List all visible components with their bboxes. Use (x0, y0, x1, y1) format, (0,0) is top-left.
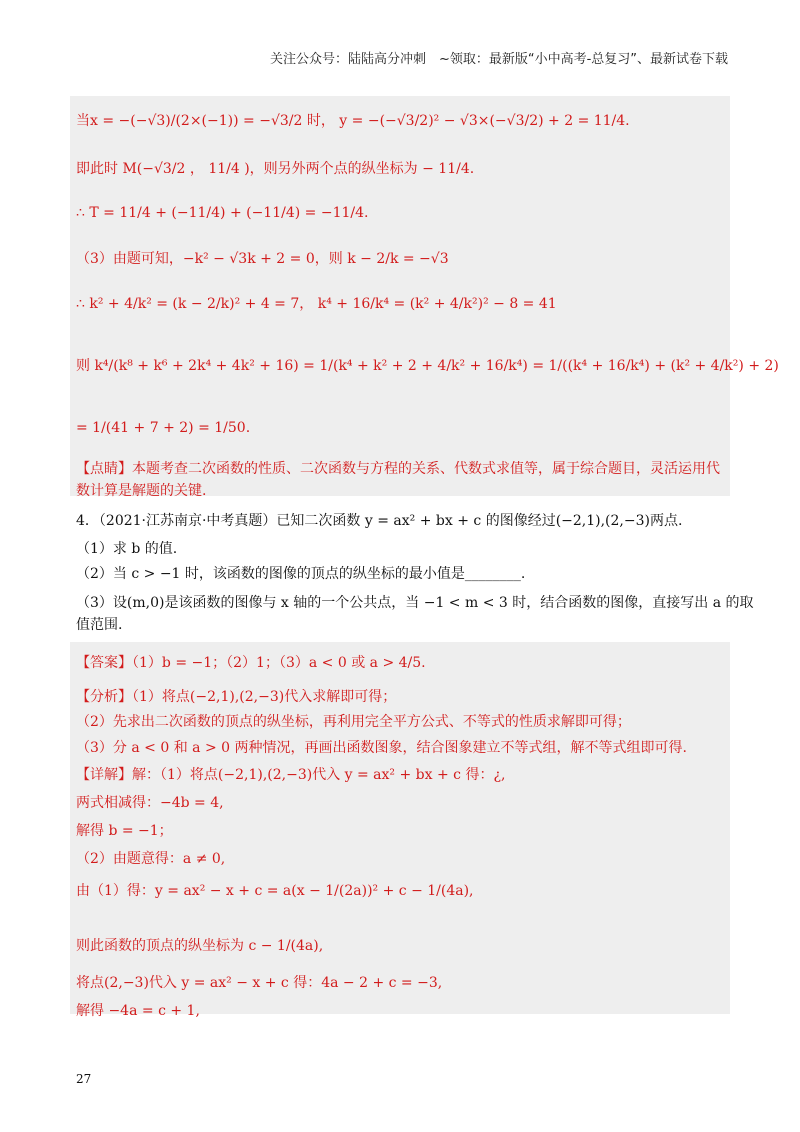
text-line-9: 数计算是解题的关键. (76, 483, 207, 499)
text-line-10: 4．（2021·江苏南京·中考真题）已知二次函数 y = ax² + bx + c 的图像经过(−2,1),(2,−3)两点. (76, 513, 683, 529)
text-line-6: 则 k⁴/(k⁸ + k⁶ + 2k⁴ + 4k² + 16) = 1/(k⁴ + k² + 2 + 4/k² + 16/k⁴) = 1/((k⁴ + 16/k⁴) + (k² + 4/k²) + 2) (76, 358, 779, 374)
text-line-8: 【点睛】本题考查二次函数的性质、二次函数与方程的关系、代数式求值等，属于综合题目，灵活运用代 (76, 461, 720, 477)
text-line-7: = 1/(41 + 7 + 2) = 1/50. (76, 420, 251, 436)
text-line-16: 【分析】（1）将点(−2,1),(2,−3)代入求解即可得； (76, 689, 397, 705)
text-line-25: 将点(2,−3)代入 y = ax² − x + c 得：4a − 2 + c = −3, (76, 975, 443, 991)
text-line-1: 当x = −(−√3)/(2×(−1)) = −√3/2 时， y = −(−√3/2)² − √3×(−√3/2) + 2 = 11/4. (76, 113, 630, 129)
text-line-23: 由（1）得：y = ax² − x + c = a(x − 1/(2a))² + c − 1/(4a), (76, 883, 474, 899)
text-line-11: （1）求 b 的值. (76, 541, 178, 557)
text-line-21: 解得 b = −1； (76, 823, 173, 839)
text-line-26: 解得 −4a = c + 1, (76, 1003, 200, 1019)
text-line-17: （2）先求出二次函数的顶点的纵坐标，再利用完全平方公式、不等式的性质求解即可得； (76, 714, 631, 730)
text-line-24: 则此函数的顶点的纵坐标为 c − 1/(4a), (76, 938, 324, 954)
text-line-22: （2）由题意得：a ≠ 0, (76, 851, 226, 867)
text-line-5: ∴ k² + 4/k² = (k − 2/k)² + 4 = 7， k⁴ + 16/k⁴ = (k² + 4/k²)² − 8 = 41 (76, 296, 557, 312)
text-line-18: （3）分 a < 0 和 a > 0 两种情况，再画出函数图象，结合图象建立不等式组，解不等式组即可得. (76, 740, 687, 756)
text-line-19: 【详解】解：（1）将点(−2,1),(2,−3)代入 y = ax² + bx + c 得：¿, (76, 767, 506, 783)
text-line-20: 两式相减得：−4b = 4, (76, 795, 224, 811)
text-line-15: 【答案】（1）b = −1；（2）1；（3）a < 0 或 a > 4/5. (76, 655, 426, 671)
text-line-4: （3）由题可知，−k² − √3k + 2 = 0，则 k − 2/k = −√3 (76, 251, 449, 267)
text-line-12: （2）当 c > −1 时，该函数的图像的顶点的纵坐标的最小值是________. (76, 566, 526, 582)
page-header: 关注公众号：陆陆高分冲刺 ~领取：最新版“小中高考-总复习”、最新试卷下载 (269, 52, 728, 67)
text-line-13: （3）设(m,0)是该函数的图像与 x 轴的一个公共点，当 −1 < m < 3 时，结合函数的图像，直接写出 a 的取 (76, 595, 754, 611)
text-line-3: ∴ T = 11/4 + (−11/4) + (−11/4) = −11/4. (76, 205, 369, 221)
text-line-2: 即此时 M(−√3/2 ， 11/4 )，则另外两个点的纵坐标为 − 11/4. (76, 161, 475, 177)
page-number: 27 (76, 1072, 92, 1086)
text-line-14: 值范围. (76, 617, 123, 633)
